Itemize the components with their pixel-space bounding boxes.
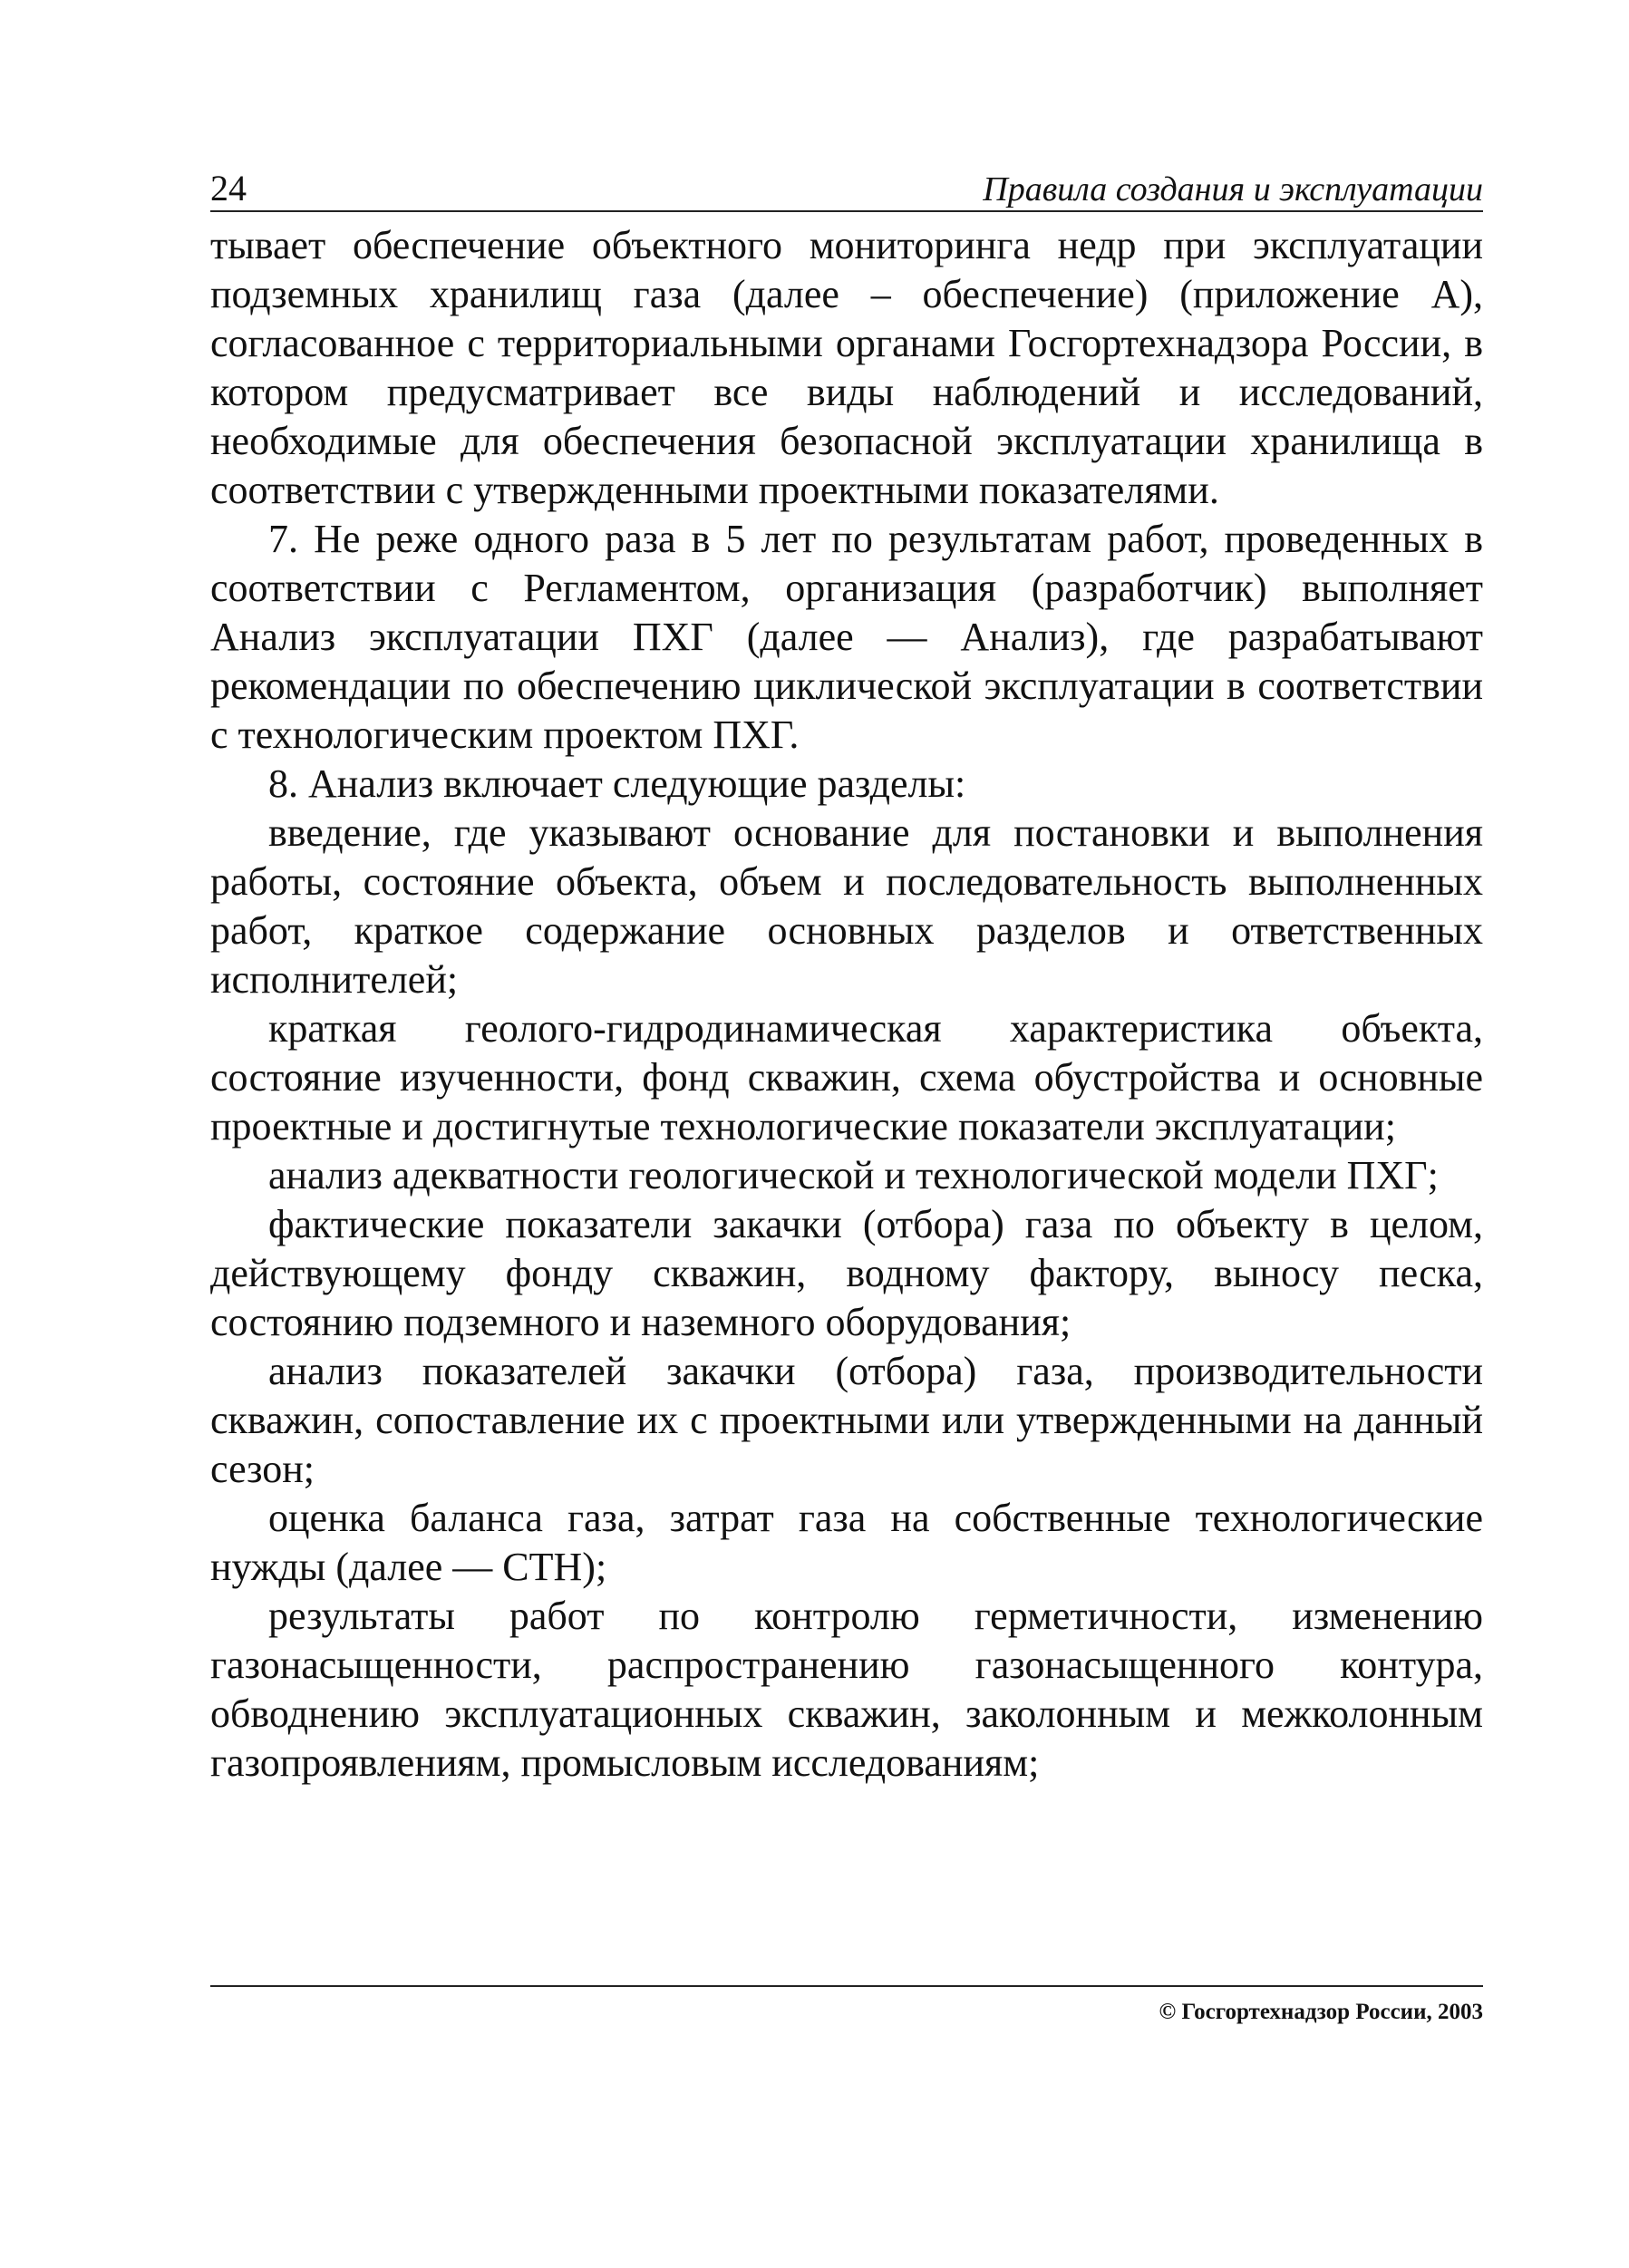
body-text — [210, 221, 1483, 1788]
paragraph-continued: тывает обеспечение объектного мониторинга недр при эксплуатации подземных хранилищ газа (далее – обеспечение) (приложение А), согласованное с территориальными органами Госгортехнадзора России, в котором предусматривает все виды наблюдений и исследований, необходимые для обеспечения безопасной эксплуатации хранилища в соответствии с утвержденными проектными показателями. — [210, 223, 1483, 512]
page — [210, 161, 1483, 1788]
running-title: Правила создания и эксплуатации — [983, 170, 1483, 208]
paragraph-item-7: 7. Не реже одного раза в 5 лет по результатам работ, проведенных в соответствии с Регламентом, организация (разработчик) выполняет Анализ эксплуатации ПХГ (далее — Анализ), где разрабатывают рекомендации по обеспечению циклической эксплуатации в соответствии с технологическим проектом ПХГ. — [210, 517, 1483, 757]
running-header — [210, 161, 1483, 212]
list-item-model-adequacy: анализ адекватности геологической и технологической модели ПХГ; — [268, 1153, 1439, 1197]
list-item-indicator-analysis: анализ показателей закачки (отбора) газа, производительности скважин, сопоставление их с проектными или утвержденными на данный сезон; — [210, 1349, 1483, 1491]
footer-copyright: © Госгортехнадзор России, 2003 — [210, 1985, 1483, 2025]
list-item-characteristics: краткая геолого-гидродинамическая характеристика объекта, состояние изученности, фонд скважин, схема обустройства и основные проектные и достигнутые технологические показатели эксплуатации; — [210, 1006, 1483, 1149]
list-item-control-results: результаты работ по контролю герметичности, изменению газонасыщенности, распространению газонасыщенного контура, обводнению эксплуатационных скважин, заколонным и межколонным газопроявлениям, промысловым исследованиям; — [210, 1594, 1483, 1785]
paragraph-item-8: 8. Анализ включает следующие разделы: — [268, 761, 966, 806]
list-item-gas-balance: оценка баланса газа, затрат газа на собственные технологические нужды (далее — СТН); — [210, 1496, 1483, 1589]
list-item-actual-indicators: фактические показатели закачки (отбора) газа по объекту в целом, действующему фонду скважин, водному фактору, выносу песка, состоянию подземного и наземного оборудования; — [210, 1202, 1483, 1344]
page-number: 24 — [210, 168, 247, 208]
list-item-introduction: введение, где указывают основание для постановки и выполнения работы, состояние объекта, объем и последовательность выполненных работ, краткое содержание основных разделов и ответственных исполнителей; — [210, 810, 1483, 1002]
